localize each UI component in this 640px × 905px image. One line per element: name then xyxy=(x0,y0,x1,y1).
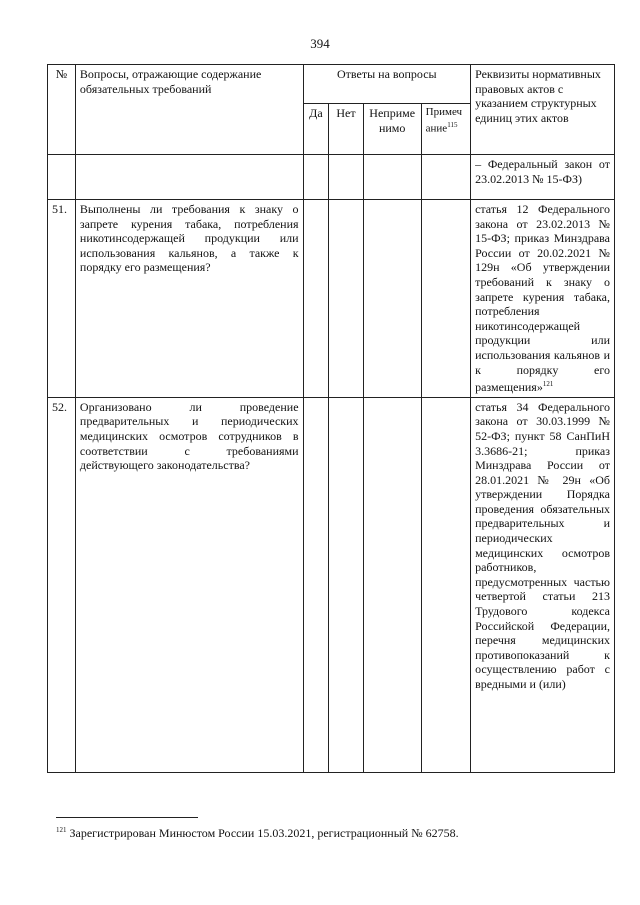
requisites-text: статья 34 Федерального закона от 30.03.1999 № 52-ФЗ; пункт 58 СанПиН 3.3686-21; приказ Минздрава России от 28.01.2021 № 29н «Об утверждении Порядка проведения обязательных предварительных и периодических медицинских осмотров работников, предусмотренных частью четвертой статьи 213 Трудового кодекса Российской Федерации, перечня медицинских противопоказаний к осуществлению работ с вредными и (или) xyxy=(475,399,610,691)
footnote-ref: 121 xyxy=(542,380,554,389)
answer-note-cell xyxy=(421,200,470,398)
header-answers: Ответы на вопросы xyxy=(303,65,471,104)
answer-na-cell xyxy=(363,200,421,398)
header-requisites: Реквизиты нормативных правовых актов с указанием структурных единиц этих актов xyxy=(471,65,615,155)
answer-no-cell xyxy=(329,397,363,772)
answer-note-cell xyxy=(421,155,470,200)
row-question: Организовано ли проведение предварительных и периодических медицинских осмотров сотрудников в соответствии с требованиями действующего законодательства? xyxy=(75,397,303,772)
table-row xyxy=(48,397,615,772)
footnote-mark: 121 xyxy=(56,826,67,834)
row-requisites xyxy=(471,397,615,772)
answer-no-cell xyxy=(329,155,363,200)
footnote-divider xyxy=(56,817,198,818)
answer-yes-cell xyxy=(303,397,329,772)
table-row xyxy=(48,200,615,398)
answer-no-cell xyxy=(329,200,363,398)
footnote xyxy=(56,826,459,841)
answer-yes-cell xyxy=(303,200,329,398)
row-num: 52. xyxy=(48,397,76,772)
answer-na-cell xyxy=(363,397,421,772)
requisites-text: статья 12 Федерального закона от 23.02.2013 № 15-ФЗ; приказ Минздрава России от 20.02.2021 № 129н «Об утверждении требований к знаку о запрете курения табака, потребления никотинсодержащей продукции или использования кальянов и к порядку его размещения» xyxy=(475,202,610,395)
header-row xyxy=(48,65,615,104)
header-note-ref: 115 xyxy=(447,120,458,129)
row-requisites xyxy=(471,200,615,398)
footnote-text: Зарегистрирован Минюстом России 15.03.2021, регистрационный № 62758. xyxy=(69,826,459,840)
header-note-label: Примечание xyxy=(425,106,463,135)
row-question: Выполнены ли требования к знаку о запрете курения табака, потребления никотинсодержащей продукции или использования кальянов, а также к порядку его размещения? xyxy=(75,200,303,398)
row-question xyxy=(75,155,303,200)
page-number: 394 xyxy=(310,36,330,51)
table-row xyxy=(48,155,615,200)
answer-na-cell xyxy=(363,155,421,200)
header-no: Нет xyxy=(329,104,363,155)
row-num xyxy=(48,155,76,200)
row-num: 51. xyxy=(48,200,76,398)
header-question: Вопросы, отражающие содержание обязательных требований xyxy=(75,65,303,155)
answer-note-cell xyxy=(421,397,470,772)
header-num: № xyxy=(48,65,76,155)
header-yes: Да xyxy=(303,104,329,155)
header-note xyxy=(421,104,470,155)
requisites-text: – Федеральный закон от 23.02.2013 № 15-ФЗ) xyxy=(475,157,610,186)
header-not-applicable: Неприменимо xyxy=(363,104,421,155)
row-requisites xyxy=(471,155,615,200)
answer-yes-cell xyxy=(303,155,329,200)
requirements-table xyxy=(47,64,615,773)
